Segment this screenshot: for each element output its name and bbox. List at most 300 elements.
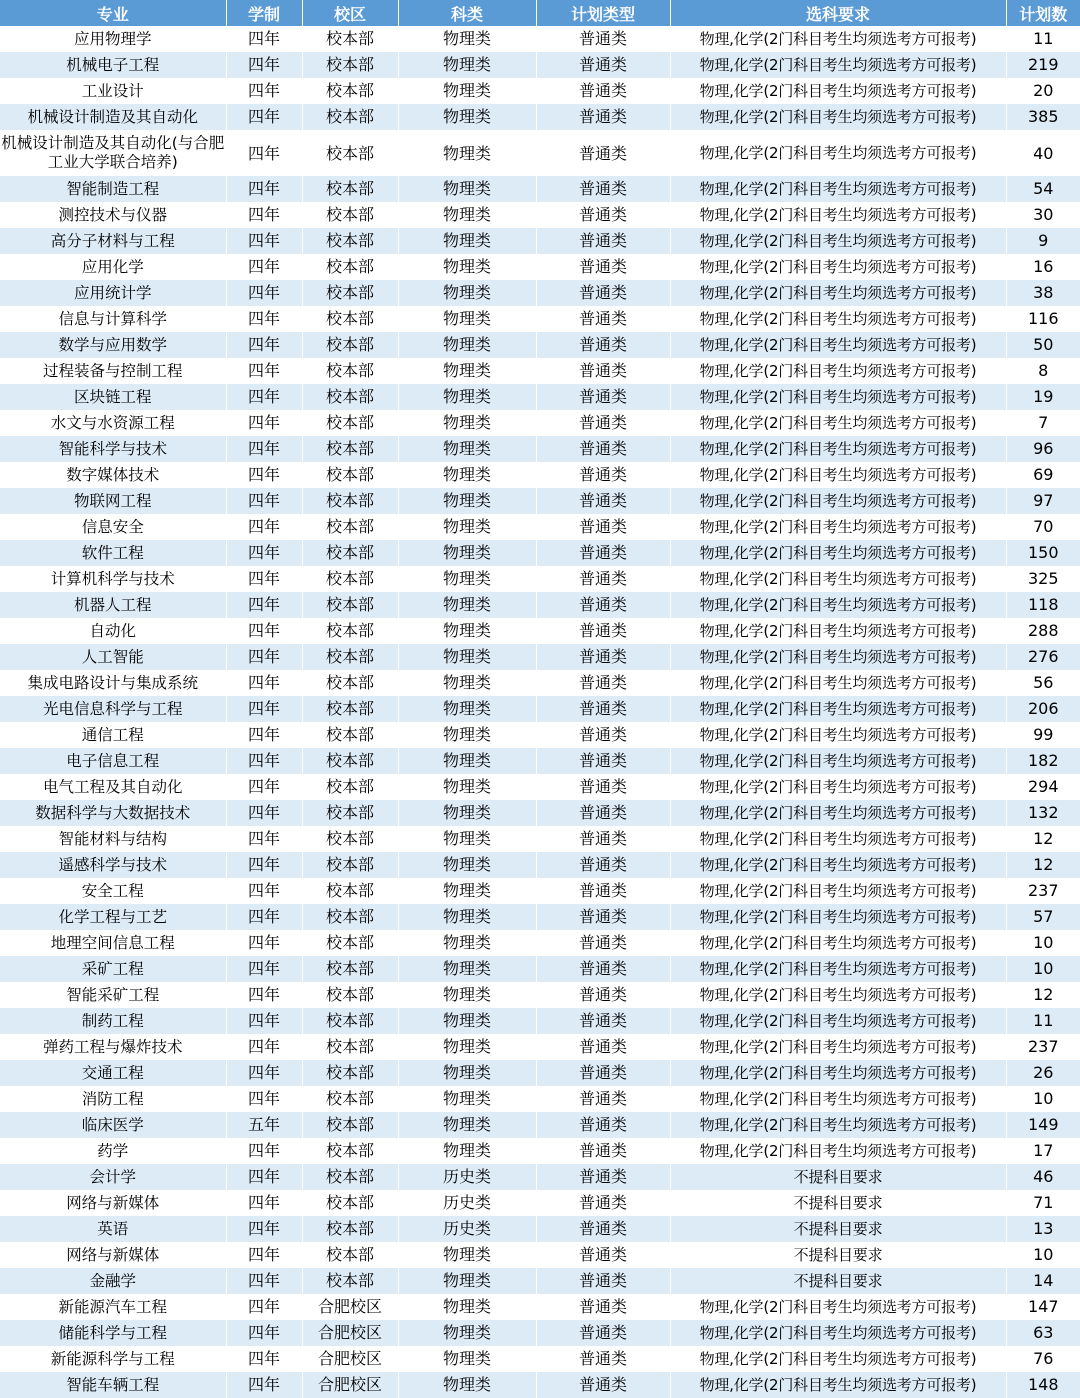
cell-duration: 四年	[226, 358, 302, 384]
cell-category: 物理类	[398, 78, 536, 104]
cell-duration: 四年	[226, 1138, 302, 1164]
cell-duration: 四年	[226, 540, 302, 566]
cell-plan-count: 132	[1006, 800, 1080, 826]
table-row	[0, 1060, 1080, 1086]
cell-subject-requirement: 物理,化学(2门科目考生均须选考方可报考)	[670, 1112, 1006, 1138]
table-row	[0, 514, 1080, 540]
cell-duration: 四年	[226, 644, 302, 670]
cell-duration: 四年	[226, 774, 302, 800]
cell-subject-requirement: 物理,化学(2门科目考生均须选考方可报考)	[670, 280, 1006, 306]
cell-category: 物理类	[398, 436, 536, 462]
table-row	[0, 130, 1080, 176]
header-major: 专业	[0, 0, 226, 26]
table-row	[0, 488, 1080, 514]
cell-campus: 校本部	[302, 488, 398, 514]
cell-duration: 四年	[226, 332, 302, 358]
header-duration: 学制	[226, 0, 302, 26]
cell-plan-type: 普通类	[536, 1112, 670, 1138]
cell-plan-type: 普通类	[536, 358, 670, 384]
cell-category: 物理类	[398, 930, 536, 956]
cell-campus: 校本部	[302, 748, 398, 774]
cell-plan-type: 普通类	[536, 1086, 670, 1112]
cell-plan-type: 普通类	[536, 670, 670, 696]
cell-subject-requirement: 物理,化学(2门科目考生均须选考方可报考)	[670, 826, 1006, 852]
cell-plan-count: 294	[1006, 774, 1080, 800]
cell-major: 采矿工程	[0, 956, 226, 982]
cell-major: 新能源科学与工程	[0, 1346, 226, 1372]
cell-campus: 校本部	[302, 696, 398, 722]
table-row	[0, 644, 1080, 670]
cell-category: 物理类	[398, 202, 536, 228]
cell-major: 安全工程	[0, 878, 226, 904]
cell-major: 数据科学与大数据技术	[0, 800, 226, 826]
table-row	[0, 306, 1080, 332]
cell-campus: 校本部	[302, 800, 398, 826]
cell-duration: 四年	[226, 826, 302, 852]
cell-duration: 四年	[226, 514, 302, 540]
cell-plan-count: 10	[1006, 1242, 1080, 1268]
cell-subject-requirement: 物理,化学(2门科目考生均须选考方可报考)	[670, 670, 1006, 696]
cell-plan-type: 普通类	[536, 1060, 670, 1086]
cell-category: 物理类	[398, 800, 536, 826]
cell-plan-count: 206	[1006, 696, 1080, 722]
table-row	[0, 722, 1080, 748]
cell-major: 电气工程及其自动化	[0, 774, 226, 800]
cell-campus: 校本部	[302, 670, 398, 696]
cell-plan-type: 普通类	[536, 202, 670, 228]
cell-major: 弹药工程与爆炸技术	[0, 1034, 226, 1060]
cell-plan-count: 182	[1006, 748, 1080, 774]
cell-duration: 四年	[226, 800, 302, 826]
cell-subject-requirement: 物理,化学(2门科目考生均须选考方可报考)	[670, 748, 1006, 774]
cell-plan-count: 10	[1006, 1086, 1080, 1112]
cell-duration: 四年	[226, 618, 302, 644]
cell-subject-requirement: 物理,化学(2门科目考生均须选考方可报考)	[670, 436, 1006, 462]
cell-category: 物理类	[398, 26, 536, 52]
cell-duration: 四年	[226, 384, 302, 410]
cell-campus: 校本部	[302, 228, 398, 254]
cell-campus: 校本部	[302, 592, 398, 618]
cell-plan-type: 普通类	[536, 488, 670, 514]
cell-duration: 四年	[226, 670, 302, 696]
cell-campus: 合肥校区	[302, 1372, 398, 1398]
cell-major: 新能源汽车工程	[0, 1294, 226, 1320]
cell-category: 物理类	[398, 774, 536, 800]
cell-duration: 四年	[226, 904, 302, 930]
table-row	[0, 670, 1080, 696]
cell-plan-type: 普通类	[536, 618, 670, 644]
cell-subject-requirement: 物理,化学(2门科目考生均须选考方可报考)	[670, 26, 1006, 52]
cell-subject-requirement: 不提科目要求	[670, 1268, 1006, 1294]
cell-major: 智能采矿工程	[0, 982, 226, 1008]
cell-campus: 校本部	[302, 1034, 398, 1060]
cell-plan-type: 普通类	[536, 436, 670, 462]
cell-category: 物理类	[398, 1294, 536, 1320]
cell-campus: 合肥校区	[302, 1294, 398, 1320]
cell-subject-requirement: 物理,化学(2门科目考生均须选考方可报考)	[670, 228, 1006, 254]
cell-plan-count: 70	[1006, 514, 1080, 540]
cell-duration: 四年	[226, 410, 302, 436]
table-row	[0, 618, 1080, 644]
cell-major: 工业设计	[0, 78, 226, 104]
cell-campus: 校本部	[302, 618, 398, 644]
cell-subject-requirement: 不提科目要求	[670, 1216, 1006, 1242]
cell-campus: 校本部	[302, 358, 398, 384]
cell-category: 物理类	[398, 130, 536, 176]
cell-subject-requirement: 物理,化学(2门科目考生均须选考方可报考)	[670, 1320, 1006, 1346]
cell-duration: 四年	[226, 280, 302, 306]
cell-major: 消防工程	[0, 1086, 226, 1112]
table-row	[0, 384, 1080, 410]
cell-major: 集成电路设计与集成系统	[0, 670, 226, 696]
cell-plan-type: 普通类	[536, 1138, 670, 1164]
cell-major: 应用化学	[0, 254, 226, 280]
cell-plan-type: 普通类	[536, 1164, 670, 1190]
cell-major: 智能车辆工程	[0, 1372, 226, 1398]
cell-plan-count: 17	[1006, 1138, 1080, 1164]
cell-plan-type: 普通类	[536, 878, 670, 904]
cell-major: 应用物理学	[0, 26, 226, 52]
header-plan-count: 计划数	[1006, 0, 1080, 26]
cell-major: 水文与水资源工程	[0, 410, 226, 436]
cell-plan-count: 38	[1006, 280, 1080, 306]
table-body	[0, 26, 1080, 1398]
cell-subject-requirement: 物理,化学(2门科目考生均须选考方可报考)	[670, 462, 1006, 488]
table-row	[0, 202, 1080, 228]
table-row	[0, 1346, 1080, 1372]
cell-duration: 四年	[226, 176, 302, 202]
cell-duration: 四年	[226, 566, 302, 592]
cell-plan-count: 13	[1006, 1216, 1080, 1242]
table-row	[0, 592, 1080, 618]
cell-plan-count: 385	[1006, 104, 1080, 130]
cell-duration: 四年	[226, 78, 302, 104]
cell-campus: 校本部	[302, 1268, 398, 1294]
cell-plan-count: 237	[1006, 878, 1080, 904]
cell-campus: 校本部	[302, 982, 398, 1008]
cell-major: 测控技术与仪器	[0, 202, 226, 228]
cell-plan-count: 69	[1006, 462, 1080, 488]
cell-duration: 四年	[226, 130, 302, 176]
cell-duration: 四年	[226, 1268, 302, 1294]
cell-major: 计算机科学与技术	[0, 566, 226, 592]
cell-duration: 四年	[226, 26, 302, 52]
table-row	[0, 1242, 1080, 1268]
cell-category: 物理类	[398, 1372, 536, 1398]
cell-subject-requirement: 物理,化学(2门科目考生均须选考方可报考)	[670, 1294, 1006, 1320]
cell-plan-type: 普通类	[536, 826, 670, 852]
cell-plan-type: 普通类	[536, 748, 670, 774]
cell-plan-count: 12	[1006, 826, 1080, 852]
cell-plan-type: 普通类	[536, 384, 670, 410]
table-row	[0, 1164, 1080, 1190]
cell-plan-type: 普通类	[536, 130, 670, 176]
cell-duration: 四年	[226, 592, 302, 618]
cell-duration: 四年	[226, 1242, 302, 1268]
cell-subject-requirement: 不提科目要求	[670, 1190, 1006, 1216]
cell-campus: 校本部	[302, 104, 398, 130]
cell-plan-count: 118	[1006, 592, 1080, 618]
cell-duration: 四年	[226, 1320, 302, 1346]
cell-major: 金融学	[0, 1268, 226, 1294]
cell-major: 临床医学	[0, 1112, 226, 1138]
cell-campus: 校本部	[302, 566, 398, 592]
cell-major: 机械电子工程	[0, 52, 226, 78]
cell-plan-count: 14	[1006, 1268, 1080, 1294]
cell-subject-requirement: 物理,化学(2门科目考生均须选考方可报考)	[670, 488, 1006, 514]
table-row	[0, 878, 1080, 904]
cell-subject-requirement: 物理,化学(2门科目考生均须选考方可报考)	[670, 696, 1006, 722]
cell-category: 物理类	[398, 1138, 536, 1164]
cell-plan-type: 普通类	[536, 1346, 670, 1372]
cell-duration: 四年	[226, 1086, 302, 1112]
table-row	[0, 332, 1080, 358]
cell-category: 物理类	[398, 462, 536, 488]
cell-subject-requirement: 物理,化学(2门科目考生均须选考方可报考)	[670, 358, 1006, 384]
cell-major: 英语	[0, 1216, 226, 1242]
cell-duration: 四年	[226, 1346, 302, 1372]
cell-duration: 四年	[226, 104, 302, 130]
cell-plan-count: 237	[1006, 1034, 1080, 1060]
cell-plan-type: 普通类	[536, 800, 670, 826]
cell-category: 物理类	[398, 384, 536, 410]
table-row	[0, 104, 1080, 130]
cell-subject-requirement: 物理,化学(2门科目考生均须选考方可报考)	[670, 722, 1006, 748]
table-row	[0, 566, 1080, 592]
cell-major: 遥感科学与技术	[0, 852, 226, 878]
cell-major: 机械设计制造及其自动化	[0, 104, 226, 130]
cell-plan-type: 普通类	[536, 1190, 670, 1216]
cell-category: 历史类	[398, 1216, 536, 1242]
cell-plan-type: 普通类	[536, 722, 670, 748]
cell-duration: 四年	[226, 1294, 302, 1320]
cell-major: 信息安全	[0, 514, 226, 540]
cell-category: 物理类	[398, 618, 536, 644]
cell-subject-requirement: 物理,化学(2门科目考生均须选考方可报考)	[670, 78, 1006, 104]
cell-plan-type: 普通类	[536, 904, 670, 930]
cell-plan-type: 普通类	[536, 26, 670, 52]
cell-plan-type: 普通类	[536, 930, 670, 956]
cell-subject-requirement: 物理,化学(2门科目考生均须选考方可报考)	[670, 592, 1006, 618]
cell-plan-type: 普通类	[536, 644, 670, 670]
cell-campus: 校本部	[302, 1060, 398, 1086]
cell-subject-requirement: 物理,化学(2门科目考生均须选考方可报考)	[670, 104, 1006, 130]
cell-subject-requirement: 物理,化学(2门科目考生均须选考方可报考)	[670, 332, 1006, 358]
cell-campus: 校本部	[302, 332, 398, 358]
cell-subject-requirement: 物理,化学(2门科目考生均须选考方可报考)	[670, 1346, 1006, 1372]
cell-duration: 四年	[226, 462, 302, 488]
cell-campus: 校本部	[302, 1190, 398, 1216]
cell-subject-requirement: 物理,化学(2门科目考生均须选考方可报考)	[670, 1060, 1006, 1086]
table-row	[0, 930, 1080, 956]
header-plan-type: 计划类型	[536, 0, 670, 26]
cell-plan-type: 普通类	[536, 1372, 670, 1398]
cell-category: 物理类	[398, 1086, 536, 1112]
cell-major: 通信工程	[0, 722, 226, 748]
cell-plan-count: 20	[1006, 78, 1080, 104]
table-row	[0, 748, 1080, 774]
cell-campus: 校本部	[302, 436, 398, 462]
cell-plan-count: 56	[1006, 670, 1080, 696]
cell-major: 软件工程	[0, 540, 226, 566]
cell-category: 物理类	[398, 228, 536, 254]
table-row	[0, 1112, 1080, 1138]
table-row	[0, 800, 1080, 826]
cell-major: 储能科学与工程	[0, 1320, 226, 1346]
cell-major: 数学与应用数学	[0, 332, 226, 358]
cell-duration: 四年	[226, 930, 302, 956]
cell-major: 智能科学与技术	[0, 436, 226, 462]
cell-plan-count: 150	[1006, 540, 1080, 566]
cell-campus: 校本部	[302, 254, 398, 280]
cell-plan-count: 10	[1006, 930, 1080, 956]
cell-major: 网络与新媒体	[0, 1242, 226, 1268]
cell-duration: 四年	[226, 722, 302, 748]
cell-subject-requirement: 不提科目要求	[670, 1242, 1006, 1268]
cell-subject-requirement: 物理,化学(2门科目考生均须选考方可报考)	[670, 904, 1006, 930]
cell-plan-count: 9	[1006, 228, 1080, 254]
cell-major: 化学工程与工艺	[0, 904, 226, 930]
cell-category: 物理类	[398, 670, 536, 696]
table-row	[0, 410, 1080, 436]
cell-major: 智能制造工程	[0, 176, 226, 202]
cell-duration: 四年	[226, 228, 302, 254]
cell-subject-requirement: 物理,化学(2门科目考生均须选考方可报考)	[670, 176, 1006, 202]
cell-plan-count: 96	[1006, 436, 1080, 462]
cell-duration: 四年	[226, 1034, 302, 1060]
cell-plan-count: 11	[1006, 26, 1080, 52]
header-campus: 校区	[302, 0, 398, 26]
table-header	[0, 0, 1080, 26]
cell-subject-requirement: 物理,化学(2门科目考生均须选考方可报考)	[670, 774, 1006, 800]
table-row	[0, 52, 1080, 78]
cell-campus: 校本部	[302, 644, 398, 670]
cell-campus: 校本部	[302, 540, 398, 566]
cell-plan-count: 8	[1006, 358, 1080, 384]
table-row	[0, 78, 1080, 104]
cell-category: 物理类	[398, 176, 536, 202]
cell-subject-requirement: 物理,化学(2门科目考生均须选考方可报考)	[670, 130, 1006, 176]
table-row	[0, 1320, 1080, 1346]
cell-subject-requirement: 物理,化学(2门科目考生均须选考方可报考)	[670, 930, 1006, 956]
cell-major: 自动化	[0, 618, 226, 644]
cell-plan-type: 普通类	[536, 1008, 670, 1034]
cell-campus: 校本部	[302, 930, 398, 956]
cell-plan-type: 普通类	[536, 332, 670, 358]
cell-category: 物理类	[398, 644, 536, 670]
cell-plan-type: 普通类	[536, 956, 670, 982]
table-row	[0, 1086, 1080, 1112]
table-row	[0, 228, 1080, 254]
cell-category: 物理类	[398, 410, 536, 436]
cell-duration: 四年	[226, 52, 302, 78]
cell-category: 物理类	[398, 1346, 536, 1372]
cell-subject-requirement: 物理,化学(2门科目考生均须选考方可报考)	[670, 410, 1006, 436]
cell-category: 物理类	[398, 1008, 536, 1034]
cell-plan-type: 普通类	[536, 774, 670, 800]
cell-plan-type: 普通类	[536, 228, 670, 254]
table-row	[0, 1268, 1080, 1294]
cell-subject-requirement: 物理,化学(2门科目考生均须选考方可报考)	[670, 254, 1006, 280]
cell-plan-type: 普通类	[536, 1320, 670, 1346]
cell-plan-count: 12	[1006, 982, 1080, 1008]
cell-category: 物理类	[398, 1112, 536, 1138]
cell-category: 物理类	[398, 1242, 536, 1268]
cell-plan-type: 普通类	[536, 592, 670, 618]
table-row	[0, 26, 1080, 52]
cell-plan-count: 40	[1006, 130, 1080, 176]
cell-major: 高分子材料与工程	[0, 228, 226, 254]
cell-plan-count: 7	[1006, 410, 1080, 436]
cell-plan-count: 97	[1006, 488, 1080, 514]
cell-subject-requirement: 不提科目要求	[670, 1164, 1006, 1190]
table-row	[0, 1034, 1080, 1060]
header-category: 科类	[398, 0, 536, 26]
cell-subject-requirement: 物理,化学(2门科目考生均须选考方可报考)	[670, 878, 1006, 904]
cell-duration: 四年	[226, 852, 302, 878]
cell-category: 物理类	[398, 852, 536, 878]
cell-major: 应用统计学	[0, 280, 226, 306]
cell-major: 制药工程	[0, 1008, 226, 1034]
table-row	[0, 696, 1080, 722]
cell-plan-type: 普通类	[536, 514, 670, 540]
cell-category: 物理类	[398, 1034, 536, 1060]
cell-duration: 四年	[226, 202, 302, 228]
cell-major: 人工智能	[0, 644, 226, 670]
cell-plan-count: 148	[1006, 1372, 1080, 1398]
cell-subject-requirement: 物理,化学(2门科目考生均须选考方可报考)	[670, 1138, 1006, 1164]
cell-category: 物理类	[398, 358, 536, 384]
header-subject-requirement: 选科要求	[670, 0, 1006, 26]
cell-subject-requirement: 物理,化学(2门科目考生均须选考方可报考)	[670, 1034, 1006, 1060]
table-row	[0, 1216, 1080, 1242]
cell-campus: 校本部	[302, 202, 398, 228]
cell-campus: 校本部	[302, 1164, 398, 1190]
cell-category: 物理类	[398, 52, 536, 78]
header-row	[0, 0, 1080, 26]
cell-plan-count: 26	[1006, 1060, 1080, 1086]
cell-category: 物理类	[398, 1320, 536, 1346]
cell-plan-count: 325	[1006, 566, 1080, 592]
table-row	[0, 254, 1080, 280]
cell-subject-requirement: 物理,化学(2门科目考生均须选考方可报考)	[670, 514, 1006, 540]
cell-campus: 校本部	[302, 280, 398, 306]
cell-plan-count: 116	[1006, 306, 1080, 332]
cell-subject-requirement: 物理,化学(2门科目考生均须选考方可报考)	[670, 202, 1006, 228]
cell-duration: 四年	[226, 1008, 302, 1034]
cell-category: 物理类	[398, 696, 536, 722]
cell-campus: 校本部	[302, 384, 398, 410]
cell-campus: 校本部	[302, 462, 398, 488]
cell-major: 区块链工程	[0, 384, 226, 410]
cell-plan-type: 普通类	[536, 1034, 670, 1060]
cell-major: 电子信息工程	[0, 748, 226, 774]
cell-campus: 校本部	[302, 1008, 398, 1034]
cell-plan-type: 普通类	[536, 1268, 670, 1294]
cell-major: 数字媒体技术	[0, 462, 226, 488]
table-row	[0, 774, 1080, 800]
cell-major: 智能材料与结构	[0, 826, 226, 852]
cell-category: 物理类	[398, 254, 536, 280]
cell-campus: 校本部	[302, 1138, 398, 1164]
cell-category: 物理类	[398, 956, 536, 982]
cell-duration: 四年	[226, 1216, 302, 1242]
cell-major: 过程装备与控制工程	[0, 358, 226, 384]
cell-plan-count: 63	[1006, 1320, 1080, 1346]
cell-category: 物理类	[398, 904, 536, 930]
cell-plan-count: 50	[1006, 332, 1080, 358]
cell-subject-requirement: 物理,化学(2门科目考生均须选考方可报考)	[670, 800, 1006, 826]
